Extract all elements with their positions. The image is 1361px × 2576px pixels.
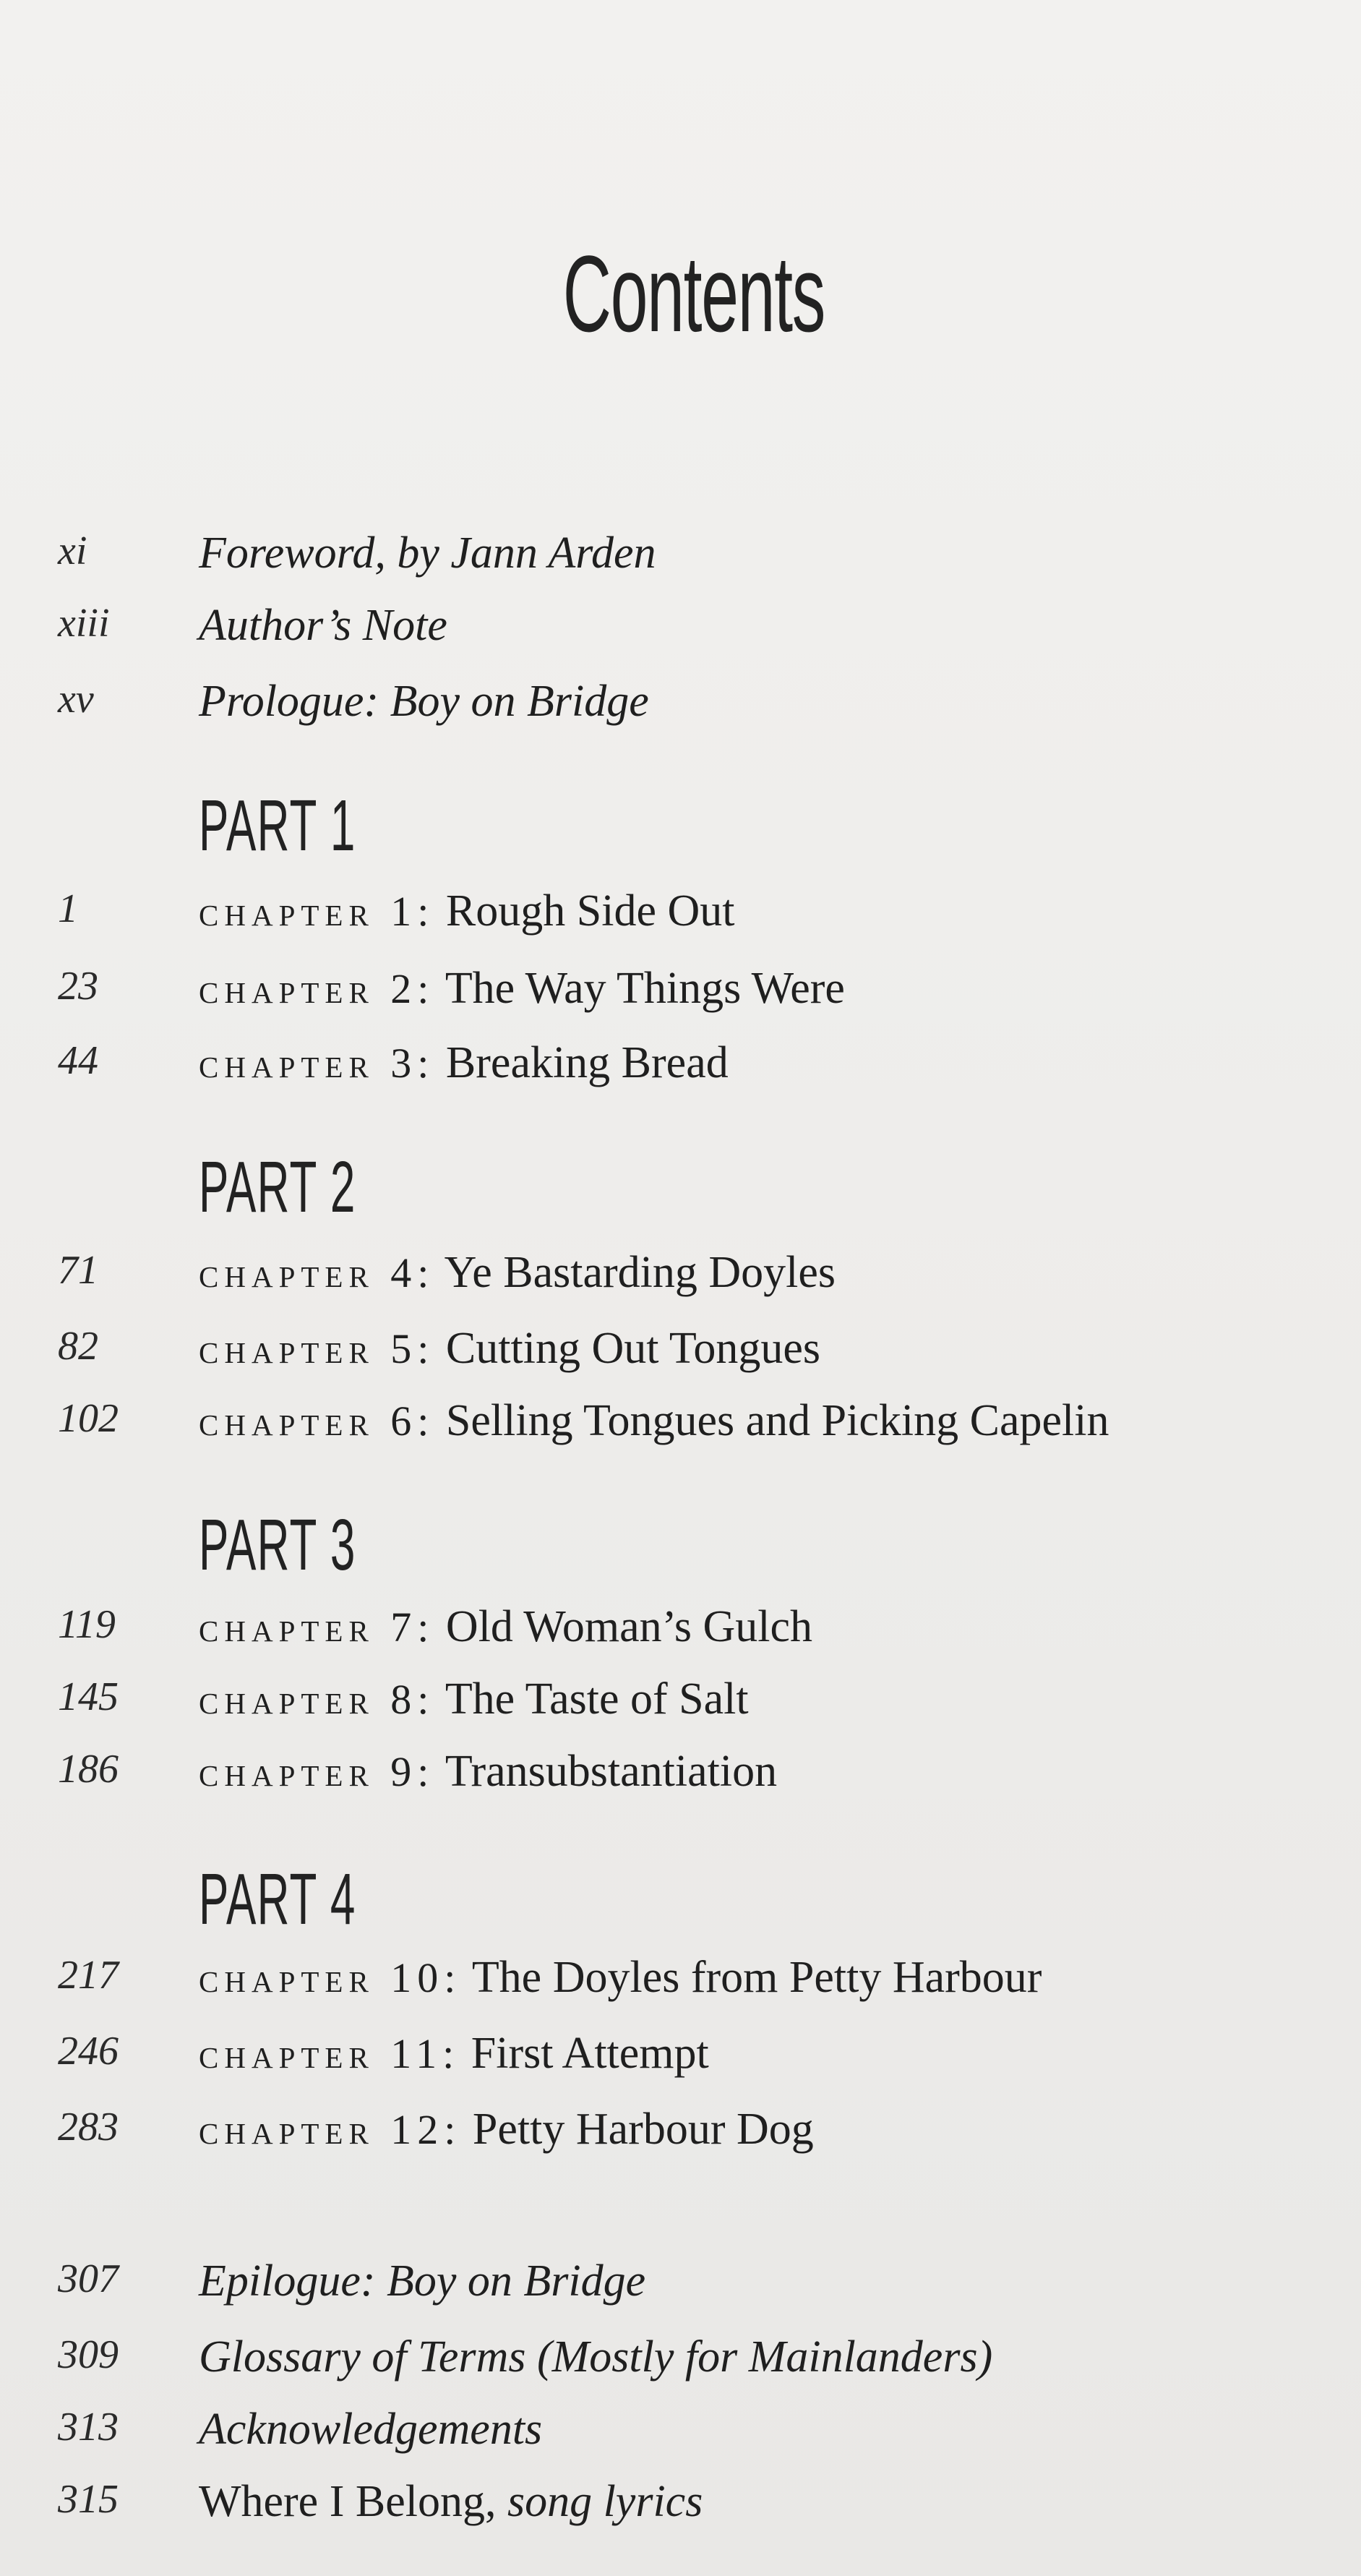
chapter-title: The Doyles from Petty Harbour (471, 1953, 1042, 2002)
chapter-title: Breaking Bread (445, 1038, 729, 1087)
page-number: xi (58, 529, 87, 573)
page-number: 307 (58, 2256, 119, 2301)
chapter-title: Ye Bastarding Doyles (444, 1248, 836, 1297)
chapter-label: chapter 6: (199, 1398, 435, 1445)
chapter-label: chapter 11: (199, 2030, 460, 2077)
chapter-title: Rough Side Out (445, 886, 735, 936)
page-number: 1 (58, 886, 78, 931)
page-number: 102 (58, 1396, 119, 1441)
entry-title: Where I Belong, (199, 2477, 497, 2526)
chapter-label: chapter 10: (199, 1954, 462, 2001)
entry-title: Epilogue: Boy on Bridge (199, 2256, 646, 2306)
entry-title: Foreword, by Jann Arden (199, 529, 656, 578)
chapter-label: chapter 12: (199, 2106, 462, 2153)
entry-subtitle: song lyrics (507, 2477, 703, 2526)
page-number: 44 (58, 1038, 98, 1083)
part-heading: PART 4 (199, 1859, 356, 1940)
page-number: 82 (58, 1324, 98, 1369)
chapter-label: chapter 1: (199, 888, 435, 935)
chapter-label: chapter 3: (199, 1040, 435, 1087)
entry-title: Glossary of Terms (Mostly for Mainlanders) (199, 2332, 993, 2382)
page-number: 313 (58, 2405, 119, 2449)
page-number: 145 (58, 1674, 119, 1719)
page-number: 217 (58, 1953, 119, 1998)
chapter-label: chapter 7: (199, 1604, 435, 1651)
page-number: 71 (58, 1248, 98, 1293)
chapter-title: The Way Things Were (445, 964, 845, 1013)
page-number: 309 (58, 2332, 119, 2377)
part-heading: PART 3 (199, 1505, 356, 1586)
chapter-title: First Attempt (471, 2029, 709, 2078)
entry-title: Acknowledgements (199, 2405, 543, 2454)
chapter-label: chapter 2: (199, 965, 435, 1012)
chapter-title: Old Woman’s Gulch (445, 1602, 812, 1651)
chapter-label: chapter 8: (199, 1676, 435, 1723)
page-title: Contents (562, 233, 825, 354)
page-number: 119 (58, 1602, 116, 1647)
chapter-label: chapter 5: (199, 1325, 435, 1372)
page-number: 246 (58, 2029, 119, 2074)
page-number: xiii (58, 601, 110, 646)
page-number: 315 (58, 2477, 119, 2522)
entry-title: Prologue: Boy on Bridge (199, 677, 649, 726)
chapter-title: Petty Harbour Dog (472, 2105, 814, 2154)
chapter-title: The Taste of Salt (445, 1674, 749, 1724)
page-number: 23 (58, 964, 98, 1009)
chapter-title: Cutting Out Tongues (445, 1324, 821, 1373)
chapter-label: chapter 9: (199, 1748, 435, 1795)
entry-title: Author’s Note (199, 601, 447, 650)
page-number: 186 (58, 1747, 119, 1792)
chapter-label: chapter 4: (199, 1249, 435, 1296)
chapter-title: Selling Tongues and Picking Capelin (445, 1396, 1109, 1445)
page-number: 283 (58, 2105, 119, 2149)
part-heading: PART 1 (199, 785, 356, 866)
part-heading: PART 2 (199, 1147, 356, 1228)
chapter-title: Transubstantiation (445, 1747, 778, 1796)
page-number: xv (58, 677, 94, 722)
